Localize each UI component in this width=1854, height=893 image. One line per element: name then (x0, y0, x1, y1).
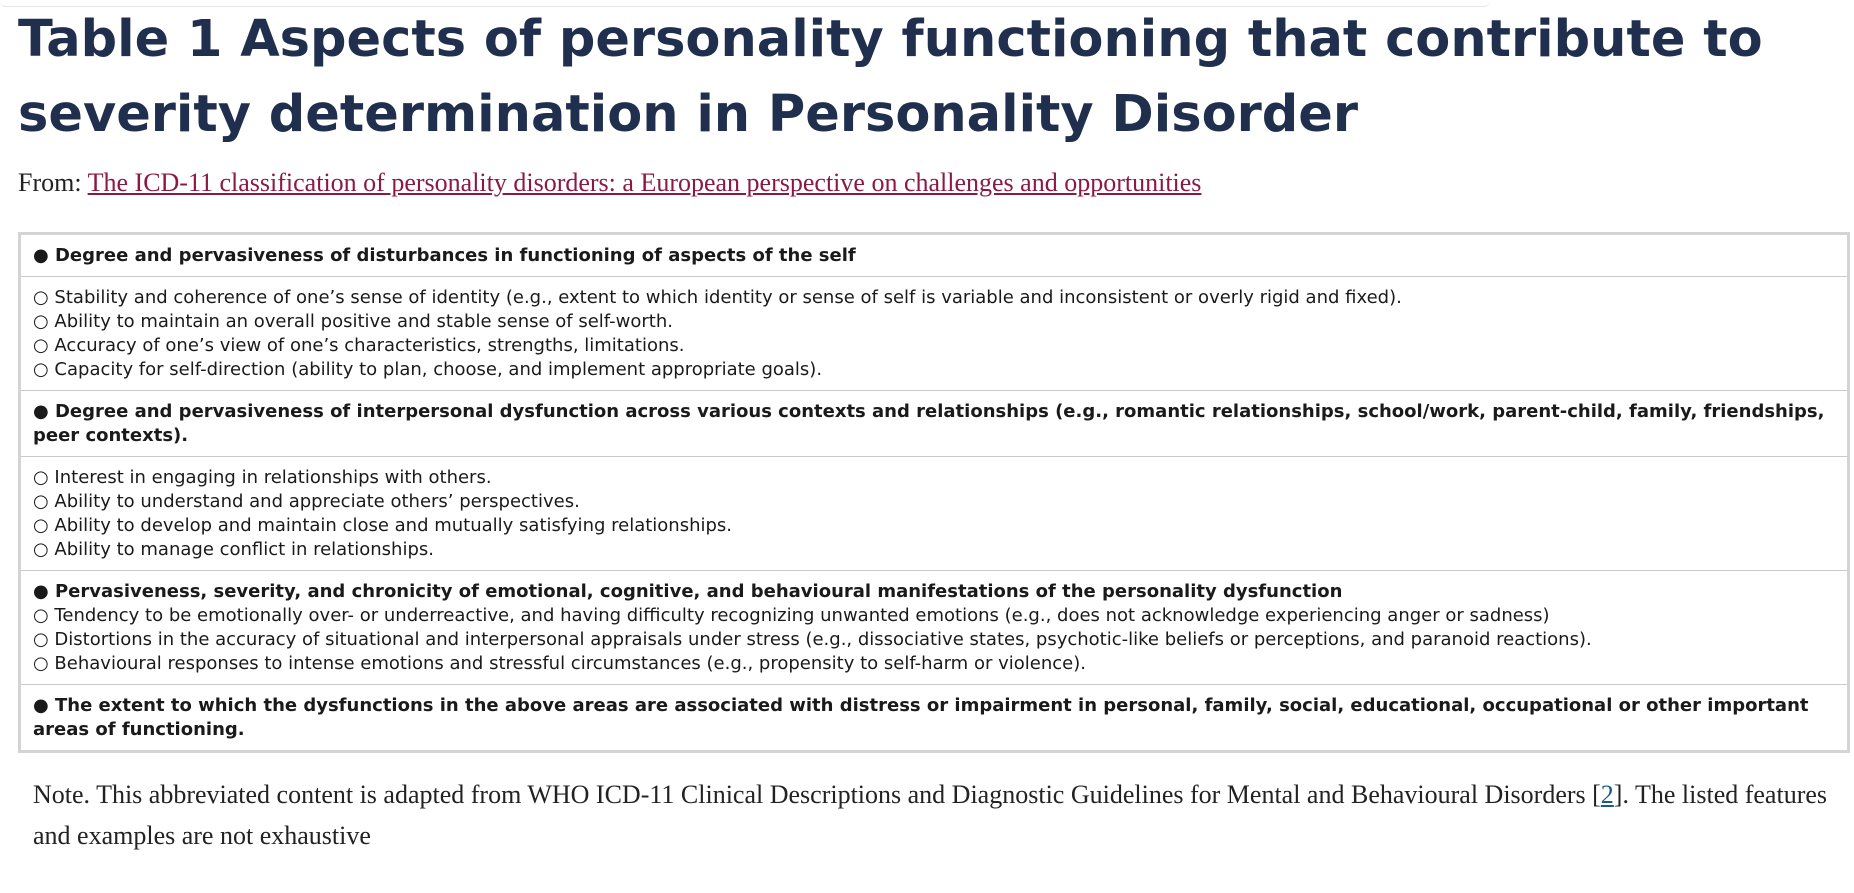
row-item: ○ Capacity for self-direction (ability to plan, choose, and implement appropriate goals). (33, 359, 823, 380)
row-heading: ● Degree and pervasiveness of disturbances in functioning of aspects of the self (33, 245, 856, 266)
note-text-before: Note. This abbreviated content is adapted from WHO ICD-11 Clinical Descriptions and Diagnostic Guidelines for Mental and Behavioural Disorders [ (33, 780, 1601, 809)
row-item: ○ Interest in engaging in relationships with others. (33, 467, 492, 488)
table-row (21, 570, 1847, 684)
row-item: ○ Ability to understand and appreciate others’ perspectives. (33, 491, 580, 512)
note-text-after: ]. The listed features and examples are not exhaustive (33, 780, 1828, 850)
table-row (21, 276, 1847, 390)
table-row (21, 235, 1847, 276)
source-line (18, 168, 1201, 198)
row-heading: ● Pervasiveness, severity, and chronicity of emotional, cognitive, and behavioural manifestations of the personality dysfunction (33, 581, 1343, 602)
row-item: ○ Ability to maintain an overall positive and stable sense of self-worth. (33, 311, 673, 332)
reference-link[interactable]: 2 (1600, 780, 1614, 809)
row-item: ○ Behavioural responses to intense emotions and stressful circumstances (e.g., propensity to self-harm or violence). (33, 653, 1086, 674)
row-item: ○ Accuracy of one’s view of one’s characteristics, strengths, limitations. (33, 335, 685, 356)
row-item: ○ Stability and coherence of one’s sense of identity (e.g., extent to which identity or sense of self is variable and inconsistent or overly rigid and fixed). (33, 287, 1402, 308)
page-title: Table 1 Aspects of personality functioning that contribute to severity determination in Personality Disorder (18, 10, 1763, 144)
table-row (21, 390, 1847, 456)
row-heading: ● The extent to which the dysfunctions in the above areas are associated with distress or impairment in personal, family, social, educational, occupational or other important areas of functioning. (33, 695, 1809, 740)
source-label: From: (18, 168, 82, 197)
aspects-table (18, 232, 1850, 753)
row-item: ○ Ability to manage conflict in relationships. (33, 539, 434, 560)
table-row (21, 684, 1847, 750)
table-note (33, 774, 1833, 856)
row-item: ○ Ability to develop and maintain close and mutually satisfying relationships. (33, 515, 733, 536)
row-item: ○ Distortions in the accuracy of situational and interpersonal appraisals under stress (e.g., dissociative states, psychotic-like beliefs or perceptions, and paranoid reactions). (33, 629, 1592, 650)
row-heading: ● Degree and pervasiveness of interpersonal dysfunction across various contexts and relationships (e.g., romantic relationships, school/work, parent-child, family, friendships, peer contexts). (33, 401, 1825, 446)
table-row (21, 456, 1847, 570)
row-item: ○ Tendency to be emotionally over- or underreactive, and having difficulty recognizing unwanted emotions (e.g., does not acknowledge experiencing anger or sadness) (33, 605, 1550, 626)
source-article-link[interactable]: The ICD-11 classification of personality disorders: a European perspective on challenges and opportunities (87, 168, 1202, 197)
